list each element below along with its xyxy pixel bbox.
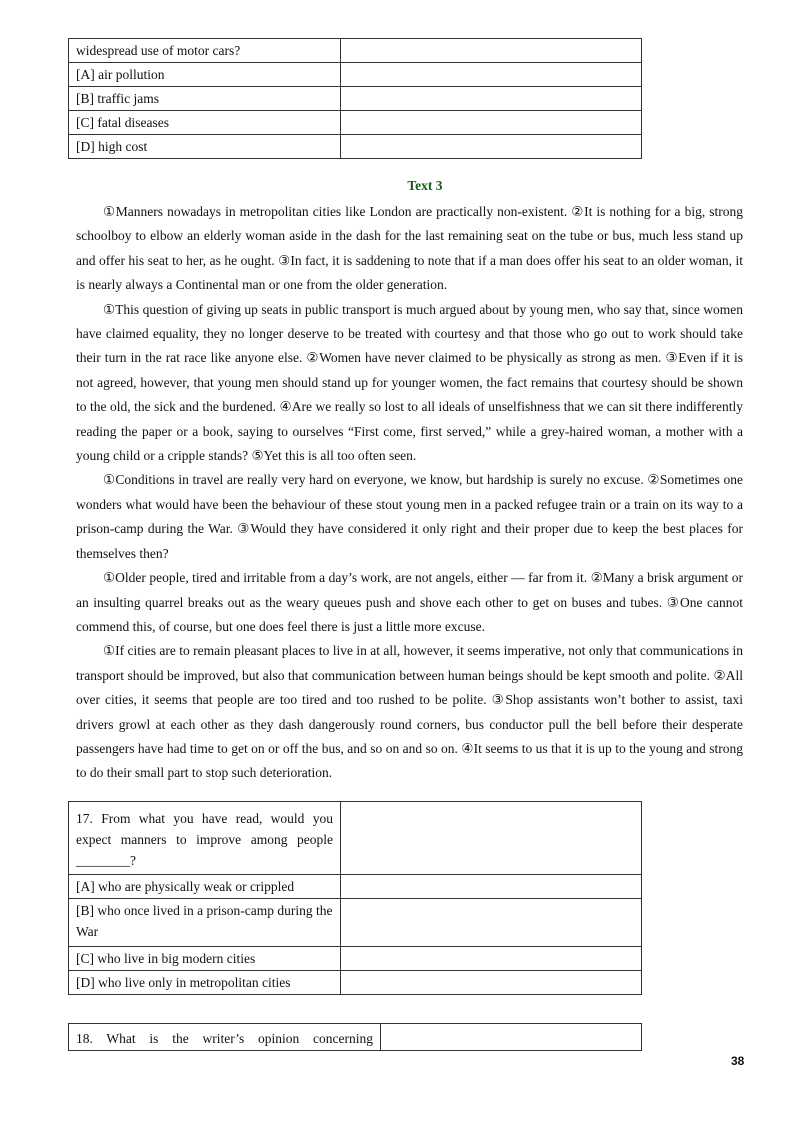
option-d: [D] high cost bbox=[69, 135, 341, 159]
answer-cell[interactable] bbox=[341, 875, 642, 899]
option-b: [B] traffic jams bbox=[69, 87, 341, 111]
paragraph: ①Older people, tired and irritable from a day’s work, are not angels, either — far from it. ②Many a brisk argument or an insulting quarrel breaks out as the weary queues push and shove each other to get on buses and tubes. ③One cannot commend this, of course, but one does feel there is just a little more excuse. bbox=[76, 570, 743, 634]
paragraph: ①Conditions in travel are really very hard on everyone, we know, but hardship is surely no excuse. ②Sometimes one wonders what would have been the behaviour of these stout young men in a packed refugee train or a train on its way to a prison-camp during the War. ③Would they have considered it only right and their proper due to keep the best places for themselves then? bbox=[76, 472, 743, 561]
option-b: [B] who once lived in a prison-camp during the War bbox=[69, 899, 341, 947]
option-a: [A] air pollution bbox=[69, 63, 341, 87]
question-18-stem: 18. What is the writer’s opinion concerning bbox=[69, 1024, 381, 1051]
option-c: [C] who live in big modern cities bbox=[69, 947, 341, 971]
answer-cell[interactable] bbox=[341, 899, 642, 947]
question-18-table bbox=[68, 1023, 642, 1051]
option-a: [A] who are physically weak or crippled bbox=[69, 875, 341, 899]
answer-cell[interactable] bbox=[341, 802, 642, 875]
answer-cell[interactable] bbox=[341, 63, 642, 87]
paragraph: ①If cities are to remain pleasant places to live in at all, however, it seems imperative, not only that communications in transport should be improved, but also that communication between human beings should be kept smooth and polite. ②All over cities, it seems that people are too tired and too rushed to be polite. ③Shop assistants won’t bother to assist, taxi drivers growl at each other as they dash dangerously round corners, bus conductor pull the bell before their desperate passengers have had time to get on or off the bus, and so on and so on. ④It seems to us that it is up to the young and strong to do their small part to stop such deterioration. bbox=[76, 643, 743, 781]
passage bbox=[76, 200, 743, 786]
paragraph: ①This question of giving up seats in public transport is much argued about by young men, who say that, since women have claimed equality, they no longer deserve to be treated with courtesy and that those who go out to work should take their turn in the rat race like anyone else. ②Women have never claimed to be physically as strong as men. ③Even if it is not agreed, however, that young men should stand up for younger women, the fact remains that courtesy should be shown to the old, the sick and the burdened. ④Are we really so lost to all ideals of unselfishness that we can sit there indifferently reading the paper or a book, saying to ourselves “First come, first served,” while a grey-haired woman, a mother with a young child or a cripple stands? ⑤Yet this is all too often seen. bbox=[76, 301, 743, 464]
answer-cell[interactable] bbox=[381, 1024, 642, 1051]
question-17-stem: 17. From what you have read, would you expect manners to improve among people ________? bbox=[69, 802, 341, 875]
answer-cell[interactable] bbox=[341, 39, 642, 63]
answer-cell[interactable] bbox=[341, 947, 642, 971]
answer-cell[interactable] bbox=[341, 111, 642, 135]
question-17-table bbox=[68, 801, 642, 995]
previous-question-table bbox=[68, 38, 642, 159]
text-title: Text 3 bbox=[407, 178, 443, 193]
paragraph: ①Manners nowadays in metropolitan cities like London are practically non-existent. ②It is nothing for a big, strong schoolboy to elbow an elderly woman aside in the dash for the last remaining seat on the tube or bus, much less stand up and offer his seat to her, as he ought. ③In fact, it is saddening to note that if a man does offer his seat to an older woman, it is nearly always a Continental man or one from the older generation. bbox=[76, 204, 743, 293]
answer-cell[interactable] bbox=[341, 135, 642, 159]
answer-cell[interactable] bbox=[341, 87, 642, 111]
option-c: [C] fatal diseases bbox=[69, 111, 341, 135]
answer-cell[interactable] bbox=[341, 971, 642, 995]
previous-question-stem: widespread use of motor cars? bbox=[69, 39, 341, 63]
option-d: [D] who live only in metropolitan cities bbox=[69, 971, 341, 995]
page-number: 38 bbox=[731, 1054, 745, 1068]
